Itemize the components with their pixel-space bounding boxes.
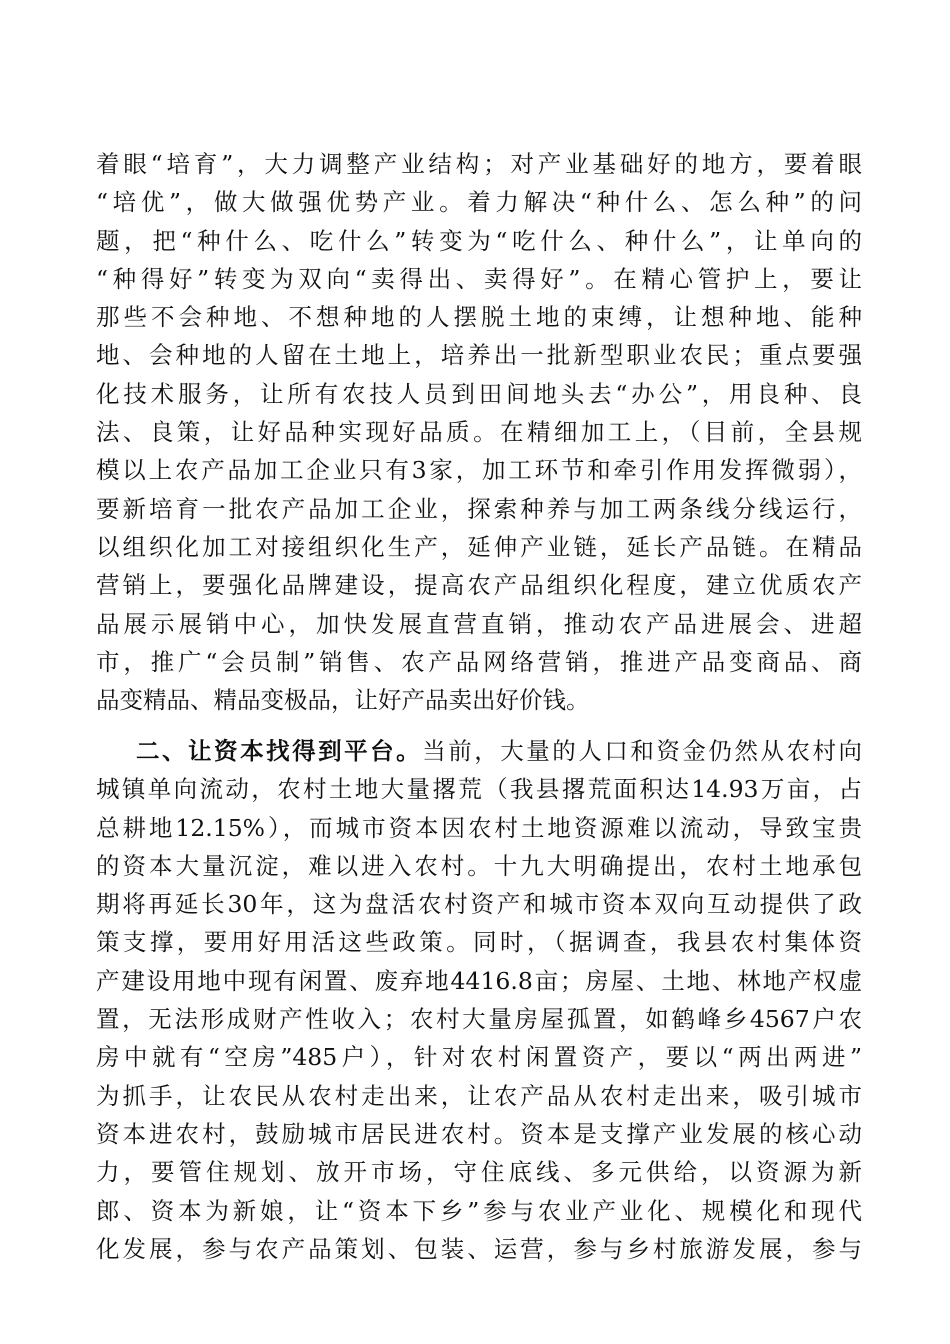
text-line: 总耕地12.15%），而城市资本因农村土地资源难以流动，导致宝贵 xyxy=(96,813,862,842)
text-line: 力，要管住规划、放开市场，守住底线、多元供给，以资源为新 xyxy=(96,1158,862,1187)
text-line: 期将再延长30年，这为盘活农村资产和城市资本双向互动提供了政 xyxy=(96,890,862,919)
text-line: “培优”，做大做强优势产业。着力解决“种什么、怎么种”的问 xyxy=(96,188,862,217)
text-line: “种得好”转变为双向“卖得出、卖得好”。在精心管护上，要让 xyxy=(96,264,862,293)
text-line: 化发展，参与农产品策划、包装、运营，参与乡村旅游发展，参与 xyxy=(96,1234,862,1263)
paragraph-capital xyxy=(96,732,862,1268)
text-line: 城镇单向流动，农村土地大量撂荒（我县撂荒面积达14.93万亩，占 xyxy=(96,775,862,804)
text-line-first xyxy=(96,732,862,770)
text-line: 策支撑，要用好用活这些政策。同时，（据调查，我县农村集体资 xyxy=(96,928,862,957)
text-line: 资本进农村，鼓励城市居民进农村。资本是支撑产业发展的核心动 xyxy=(96,1119,862,1148)
text-line: 郎、资本为新娘，让“资本下乡”参与农业产业化、规模化和现代 xyxy=(96,1196,862,1225)
text-line: 营销上，要强化品牌建设，提高农产品组织化程度，建立优质农产 xyxy=(96,571,862,600)
text-line: 的资本大量沉淀，难以进入农村。十九大明确提出，农村土地承包 xyxy=(96,851,862,880)
text-run: 当前，大量的人口和资金仍然从农村向 xyxy=(422,737,863,765)
section-heading: 二、让资本找得到平台。 xyxy=(136,737,423,765)
text-line: 以组织化加工对接组织化生产，延伸产业链，延长产品链。在精品 xyxy=(96,532,862,561)
text-line: 模以上农产品加工企业只有3家，加工环节和牵引作用发挥微弱）， xyxy=(96,456,862,485)
text-line: 地、会种地的人留在土地上，培养出一批新型职业农民；重点要强 xyxy=(96,341,862,370)
text-line: 房中就有“空房”485户），针对农村闲置资产，要以“两出两进” xyxy=(96,1043,862,1072)
text-line: 题，把“种什么、吃什么”转变为“吃什么、种什么”，让单向的 xyxy=(96,226,862,255)
text-line: 化技术服务，让所有农技人员到田间地头去“办公”，用良种、良 xyxy=(96,379,862,408)
text-line: 置，无法形成财产性收入；农村大量房屋孤置，如鹤峰乡4567户农 xyxy=(96,1005,862,1034)
text-line: 品展示展销中心，加快发展直营直销，推动农产品进展会、进超 xyxy=(96,609,862,638)
text-line: 产建设用地中现有闲置、废弃地4416.8亩；房屋、土地、林地产权虚 xyxy=(96,966,862,995)
text-line: 那些不会种地、不想种地的人摆脱土地的束缚，让想种地、能种 xyxy=(96,303,862,332)
text-line: 要新培育一批农产品加工企业，探索种养与加工两条线分线运行， xyxy=(96,494,862,523)
text-line: 着眼“培育”，大力调整产业结构；对产业基础好的地方，要着眼 xyxy=(96,150,862,178)
text-line: 为抓手，让农民从农村走出来，让农产品从农村走出来，吸引城市 xyxy=(96,1081,862,1110)
paragraph-industry xyxy=(96,145,862,719)
text-line: 市，推广“会员制”销售、农产品网络营销，推进产品变商品、商 xyxy=(96,647,862,676)
text-line: 法、良策，让好品种实现好品质。在精细加工上，（目前，全县规 xyxy=(96,418,862,447)
text-line: 品变精品、精品变极品，让好产品卖出好价钱。 xyxy=(96,686,590,715)
